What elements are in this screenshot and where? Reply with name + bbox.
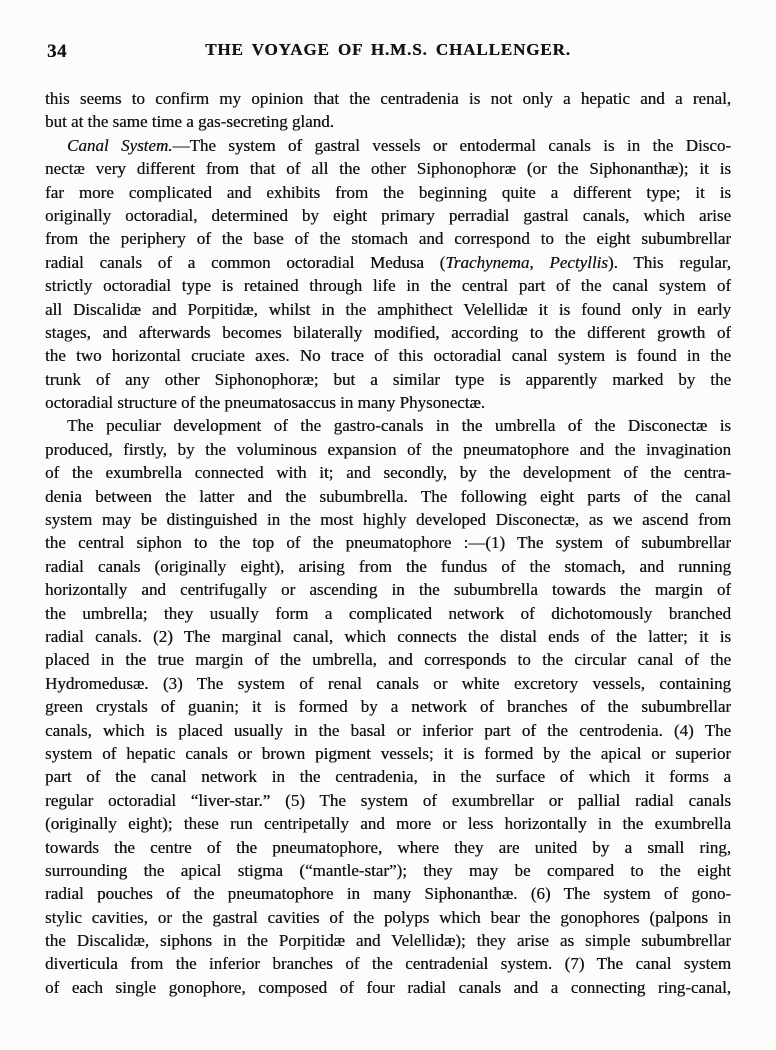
text-line: nectæ very different from that of all the other Siphonophoræ (or the Siphonanthæ); it is (45, 159, 731, 179)
page-header (45, 40, 731, 62)
text-line: the Discalidæ, siphons in the Porpitidæ and Velellidæ); they arise as simple subumbrellar (45, 931, 731, 951)
text-line: this seems to confirm my opinion that the centradenia is not only a hepatic and a renal, (45, 89, 731, 108)
text-line: Hydromedusæ. (3) The system of renal canals or white excretory vessels, containing (45, 673, 731, 693)
text-line: far more complicated and exhibits from the beginning quite a different type; it is (45, 182, 731, 202)
text-line: diverticula from the inferior branches of the centradenial system. (7) The canal system (45, 954, 731, 974)
text-line: of each single gonophore, composed of four radial canals and a connecting ring-canal, (45, 977, 731, 997)
text-line: stages, and afterwards becomes bilaterally modified, according to the different growth of (45, 322, 731, 342)
text-line: radial pouches of the pneumatophore in many Siphonanthæ. (6) The system of gono- (45, 884, 731, 904)
text-line: trunk of any other Siphonophoræ; but a similar type is apparently marked by the (45, 369, 731, 389)
running-title: THE VOYAGE OF H.M.S. CHALLENGER. (205, 40, 571, 59)
text-line: radial canals (originally eight), arising from the fundus of the stomach, and running (45, 556, 731, 576)
text-line: all Discalidæ and Porpitidæ, whilst in the amphithect Velellidæ it is found only in early (45, 299, 731, 319)
text-line: system may be distinguished in the most highly developed Disconectæ, as we ascend from (45, 510, 731, 530)
text-line: Canal System.—The system of gastral vessels or entodermal canals is in the Disco- (67, 135, 731, 155)
text-line: (originally eight); these run centripetally and more or less horizontally in the exumbrella (45, 814, 731, 834)
text-line: towards the centre of the pneumatophore, where they are united by a small ring, (45, 837, 731, 857)
text-line: octoradial structure of the pneumatosaccus in many Physonectæ. (45, 393, 485, 413)
text-line: part of the canal network in the centradenia, in the surface of which it forms a (45, 767, 731, 787)
text-line: radial canals of a common octoradial Medusa (Trachynema, Pectyllis). This regular, (45, 252, 731, 272)
text-line: but at the same time a gas-secreting gland. (45, 112, 334, 132)
text-line: the umbrella; they usually form a complicated network of dichotomously branched (45, 603, 731, 623)
text-line: strictly octoradial type is retained through life in the central part of the canal system of (45, 276, 731, 296)
text-line: originally octoradial, determined by eight primary perradial gastral canals, which arise (45, 205, 731, 225)
page-body (45, 87, 731, 999)
text-line: radial canals. (2) The marginal canal, which connects the distal ends of the latter; it is (45, 626, 731, 646)
text-line: canals, which is placed usually in the basal or inferior part of the centrodenia. (4) The (45, 720, 731, 740)
text-line: green crystals of guanin; it is formed by a network of branches of the subumbrellar (45, 697, 731, 717)
text-line: system of hepatic canals or brown pigment vessels; it is formed by the apical or superior (45, 743, 731, 763)
text-line: of the exumbrella connected with it; and secondly, by the development of the centra- (45, 463, 731, 483)
text-line: regular octoradial “liver-star.” (5) The system of exumbrellar or pallial radial canals (45, 790, 731, 810)
text-line: denia between the latter and the subumbrella. The following eight parts of the canal (45, 486, 731, 506)
text-line: stylic cavities, or the gastral cavities of the polyps which bear the gonophores (palpons in (45, 907, 731, 927)
text-line: surrounding the apical stigma (“mantle-star”); they may be compared to the eight (45, 860, 731, 880)
text-line: horizontally and centrifugally or ascending in the subumbrella towards the margin of (45, 580, 731, 600)
text-line: from the periphery of the base of the stomach and correspond to the eight subumbrellar (45, 229, 731, 249)
text-line: The peculiar development of the gastro-canals in the umbrella of the Disconectæ is (67, 416, 731, 436)
text-line: placed in the true margin of the umbrella, and corresponds to the circular canal of the (45, 650, 731, 670)
text-line: the central siphon to the top of the pneumatophore :—(1) The system of subumbrellar (45, 533, 731, 553)
page-number: 34 (47, 41, 67, 62)
text-line: produced, firstly, by the voluminous expansion of the pneumatophore and the invagination (45, 439, 731, 459)
text-line: the two horizontal cruciate axes. No trace of this octoradial canal system is found in the (45, 346, 731, 366)
